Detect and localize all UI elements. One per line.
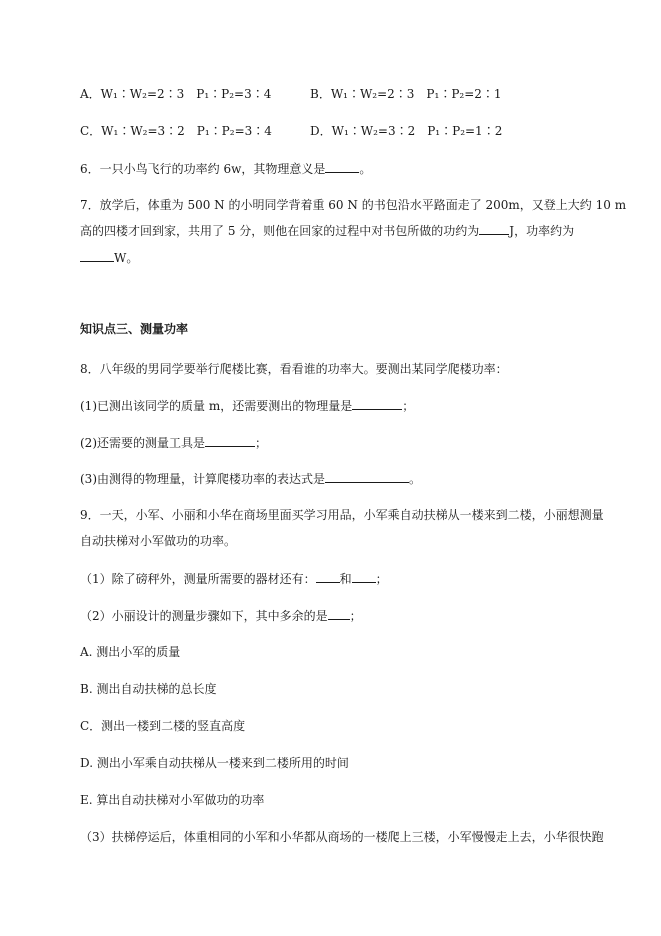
q9-part-1-blank-2[interactable]: [352, 570, 376, 583]
q7-line-3-unit: W。: [114, 251, 139, 265]
q9-part-1-end: ；: [375, 572, 388, 586]
q9-option-c: C．测出一楼到二楼的竖直高度: [80, 719, 246, 733]
q8-sub-3-end: 。: [409, 472, 422, 486]
q9-part-2-end: ；: [349, 609, 362, 623]
q9-part-2-blank[interactable]: [328, 607, 350, 620]
q9-part-1: [80, 570, 388, 587]
q8-sub-1-end: ；: [402, 399, 415, 413]
q8-sub-3-blank[interactable]: [325, 470, 409, 483]
q6-end: 。: [359, 162, 372, 176]
section-3-heading: 知识点三、测量功率: [80, 322, 189, 336]
q7-line-1: 7．放学后，体重为 500 N 的小明同学背着重 60 N 的书包沿水平路面走了 200m，又登上大约 10 m: [80, 198, 627, 212]
q8-sub-1: [80, 397, 414, 414]
q9-stem-line-1: 9．一天，小军、小丽和小华在商场里面买学习用品，小军乘自动扶梯从一楼来到二楼，小丽想测量: [80, 508, 604, 522]
q5-option-c: C．W₁∶W₂=3∶2 P₁∶P₂=3∶4: [80, 124, 272, 138]
q9-part-2-text: （2）小丽设计的测量步骤如下，其中多余的是: [80, 609, 328, 623]
q9-option-e: E. 算出自动扶梯对小军做功的功率: [80, 793, 265, 807]
q9-option-b: B. 测出自动扶梯的总长度: [80, 682, 217, 696]
q9-option-a: A. 测出小军的质量: [80, 645, 181, 659]
q9-part-2: [80, 607, 362, 624]
q5-option-d: D．W₁∶W₂=3∶2 P₁∶P₂=1∶2: [310, 124, 503, 138]
q8-sub-2-end: ；: [255, 436, 268, 450]
q6-answer-blank[interactable]: [325, 160, 359, 173]
q8-sub-3-text: (3)由测得的物理量，计算爬楼功率的表达式是: [80, 472, 325, 486]
q8-stem: 8．八年级的男同学要举行爬楼比赛，看看谁的功率大。要测出某同学爬楼功率：: [80, 362, 508, 376]
q7-line-2a: 高的四楼才回到家，共用了 5 分，则他在回家的过程中对书包所做的功约为: [80, 224, 480, 238]
q9-part-1-blank-1[interactable]: [316, 570, 340, 583]
q7-work-blank[interactable]: [479, 222, 509, 235]
q9-option-d: D. 测出小军乘自动扶梯从一楼来到二楼所用的时间: [80, 756, 349, 770]
q8-sub-2: [80, 434, 267, 451]
q7-line-2: [80, 222, 574, 239]
q8-sub-2-blank[interactable]: [205, 434, 255, 447]
q7-line-2b: J，功率约为: [509, 224, 575, 238]
q9-part-1-and: 和: [339, 572, 352, 586]
q6-question: [80, 160, 371, 177]
q5-option-b: B．W₁∶W₂=2∶3 P₁∶P₂=2∶1: [310, 87, 502, 101]
q8-sub-3: [80, 470, 421, 487]
q6-text: 6．一只小鸟飞行的功率约 6w，其物理意义是: [80, 162, 326, 176]
q7-power-blank[interactable]: [80, 249, 114, 262]
q9-part-1-text: （1）除了磅秤外，测量所需要的器材还有：: [80, 572, 316, 586]
q9-part-3: （3）扶梯停运后，体重相同的小军和小华都从商场的一楼爬上三楼，小军慢慢走上去，小华很快跑: [80, 830, 604, 844]
q8-sub-1-text: (1)已测出该同学的质量 m，还需要测出的物理量是: [80, 399, 353, 413]
q8-sub-2-text: (2)还需要的测量工具是: [80, 436, 205, 450]
q8-sub-1-blank[interactable]: [352, 397, 402, 410]
q5-option-a: A．W₁∶W₂=2∶3 P₁∶P₂=3∶4: [80, 87, 272, 101]
q7-line-3: [80, 249, 138, 266]
q9-stem-line-2: 自动扶梯对小军做功的功率。: [80, 534, 237, 548]
